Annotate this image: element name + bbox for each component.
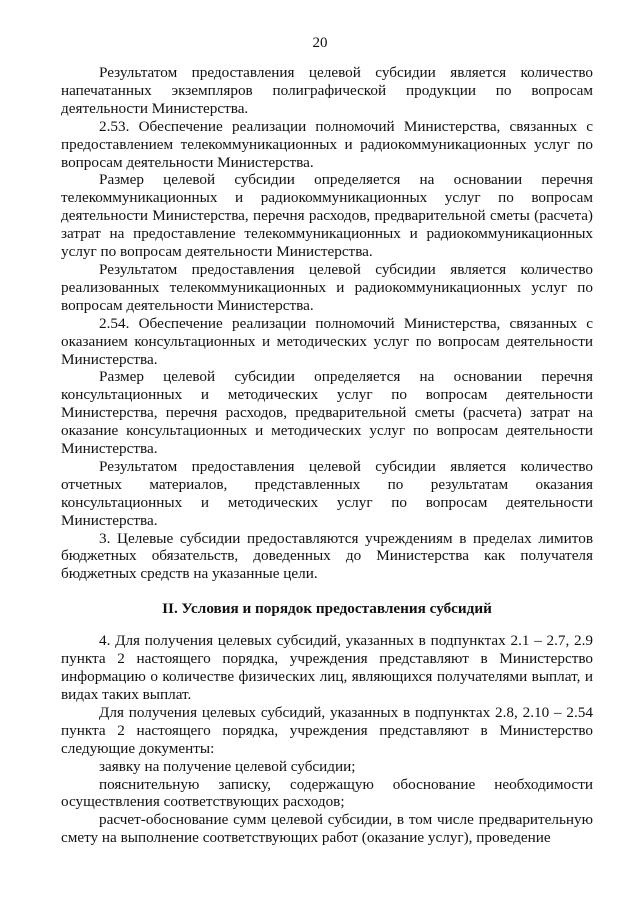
paragraph: Результатом предоставления целевой субсидии является количество напечатанных экземпляров полиграфической продукции по вопросам деятельности Министерства.: [61, 64, 593, 117]
paragraph: Для получения целевых субсидий, указанных в подпунктах 2.8, 2.10 – 2.54 пункта 2 настоящего порядка, учреждения представляют в Министерство следующие документы:: [61, 703, 593, 757]
page-number: 20: [312, 35, 328, 51]
paragraph: 3. Целевые субсидии предоставляются учреждениям в пределах лимитов бюджетных обязательств, доведенных до Министерства как получателя бюджетных средств на указанные цели.: [61, 529, 593, 583]
paragraph: Размер целевой субсидии определяется на основании перечня телекоммуникационных и радиокоммуникационных услуг по вопросам деятельности Министерства, перечня расходов, предварительной сметы (расчета) затрат на предоставление телекоммуникационных и радиокоммуникационных услуг по вопросам деятельности Министерства.: [61, 171, 593, 261]
paragraph: Результатом предоставления целевой субсидии является количество реализованных телекоммуникационных и радиокоммуникационных услуг по вопросам деятельности Министерства.: [61, 260, 593, 314]
paragraph: Результатом предоставления целевой субсидии является количество отчетных материалов, представленных по результатам оказания консультационных и методических услуг по вопросам деятельности Министерства.: [61, 457, 593, 529]
section-heading: II. Условия и порядок предоставления субсидий: [162, 600, 492, 618]
document-body: [61, 64, 593, 847]
paragraph: Размер целевой субсидии определяется на основании перечня консультационных и методических услуг по вопросам деятельности Министерства, перечня расходов, предварительной сметы (расчета) затрат на оказание консультационных и методических услуг по вопросам деятельности Министерства.: [61, 368, 593, 458]
paragraph: 2.54. Обеспечение реализации полномочий Министерства, связанных с оказанием консультационных и методических услуг по вопросам деятельности Министерства.: [61, 314, 593, 368]
paragraph: заявку на получение целевой субсидии;: [99, 757, 356, 775]
paragraph: пояснительную записку, содержащую обоснование необходимости осуществления соответствующих расходов;: [61, 775, 593, 811]
paragraph: 2.53. Обеспечение реализации полномочий Министерства, связанных с предоставлением телекоммуникационных и радиокоммуникационных услуг по вопросам деятельности Министерства.: [61, 117, 593, 171]
paragraph: расчет-обоснование сумм целевой субсидии, в том числе предварительную смету на выполнение соответствующих работ (оказание услуг), проведение: [61, 811, 593, 847]
spacer: [61, 618, 593, 632]
spacer: [61, 583, 593, 600]
paragraph: 4. Для получения целевых субсидий, указанных в подпунктах 2.1 – 2.7, 2.9 пункта 2 настоящего порядка, учреждения представляют в Министерство информацию о количестве физических лиц, являющихся получателями выплат, и видах таких выплат.: [61, 632, 593, 703]
